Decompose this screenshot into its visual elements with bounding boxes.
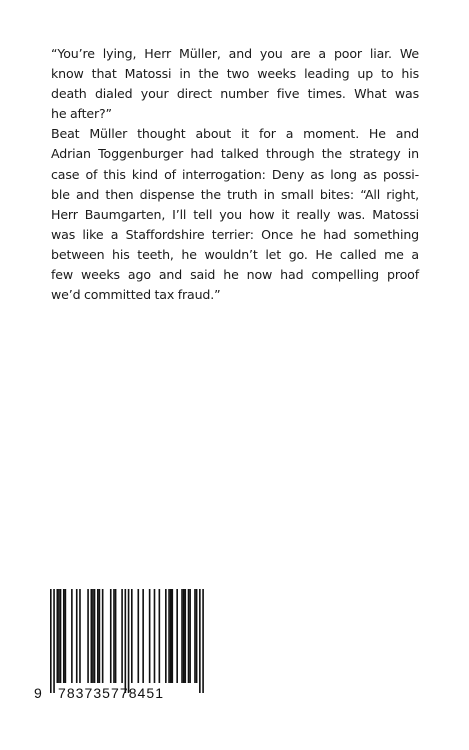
isbn-digits: 783735778451 (58, 685, 165, 701)
barcode-bar (76, 589, 78, 683)
barcode-bar (196, 589, 198, 683)
barcode-bar (131, 589, 133, 683)
barcode-bar (91, 589, 93, 683)
barcode-bar (63, 589, 65, 683)
barcode-bar (176, 589, 178, 683)
barcode-guard-bar (202, 589, 204, 693)
paragraph-1 (51, 44, 419, 124)
barcode-bar (94, 589, 96, 683)
barcode-guard-bar (53, 589, 55, 693)
barcode-bar (87, 589, 89, 683)
barcode-bar (99, 589, 101, 683)
isbn-barcode (34, 585, 204, 710)
barcode-bar (56, 589, 58, 683)
isbn-first-digit: 9 (34, 685, 42, 701)
barcode-bar (194, 589, 196, 683)
barcode-bar (142, 589, 144, 683)
barcode-bar (154, 589, 156, 683)
barcode-bar (168, 589, 170, 683)
text-line: case of this kind of interrogation: Deny as long as possi- (51, 166, 419, 182)
barcode-bar (183, 589, 185, 683)
text-line: death dialed your direct number five times. What was (51, 86, 419, 102)
barcode-bar (113, 589, 115, 683)
barcode-bar (58, 589, 60, 683)
barcode-bar (159, 589, 161, 683)
text-line: Beat Müller thought about it for a moment. He and (51, 126, 419, 142)
barcode-bar (97, 589, 99, 683)
barcode-bar (188, 589, 190, 683)
barcode-bar (137, 589, 139, 683)
barcode-bar (149, 589, 151, 683)
barcode-guard-bar (199, 589, 201, 693)
text-line: Herr Baumgarten, I’ll tell you how it really was. Matossi (51, 206, 419, 222)
text-line: know that Matossi in the two weeks leading up to his (51, 66, 419, 82)
barcode-bar (65, 589, 67, 683)
barcode-bar (181, 589, 183, 683)
text-line: few weeks ago and said he now had compelling proof (51, 267, 419, 283)
barcode-bar (184, 589, 186, 683)
text-line: he after?” (51, 106, 112, 122)
barcode-bar (71, 589, 73, 683)
text-line: we’d committed tax fraud.” (51, 287, 221, 303)
text-line: “You’re lying, Herr Müller, and you are a poor liar. We (51, 46, 419, 61)
text-line: ble and then dispense the truth in small bites: “All right, (51, 186, 419, 202)
barcode-guard-bar (125, 589, 127, 693)
text-line: Adrian Toggenburger had talked through the strategy in (51, 146, 419, 162)
body-text (51, 44, 419, 305)
barcode-guard-bar (50, 589, 52, 693)
text-line: was like a Staffordshire terrier: Once he had something (51, 226, 419, 242)
barcode-bar (110, 589, 112, 683)
barcode-bar (115, 589, 117, 683)
text-line: between his teeth, he wouldn’t let go. He called me a (51, 246, 419, 262)
barcode-bar (172, 589, 174, 683)
barcode-guard-bar (128, 589, 130, 693)
barcode-bar (165, 589, 167, 683)
barcode-bar (92, 589, 94, 683)
barcode-bar (170, 589, 172, 683)
barcode-bar (79, 589, 81, 683)
barcode-bar (60, 589, 62, 683)
barcode-bar (121, 589, 123, 683)
paragraph-2 (51, 124, 419, 305)
barcode-bar (102, 589, 104, 683)
barcode-bar (189, 589, 191, 683)
